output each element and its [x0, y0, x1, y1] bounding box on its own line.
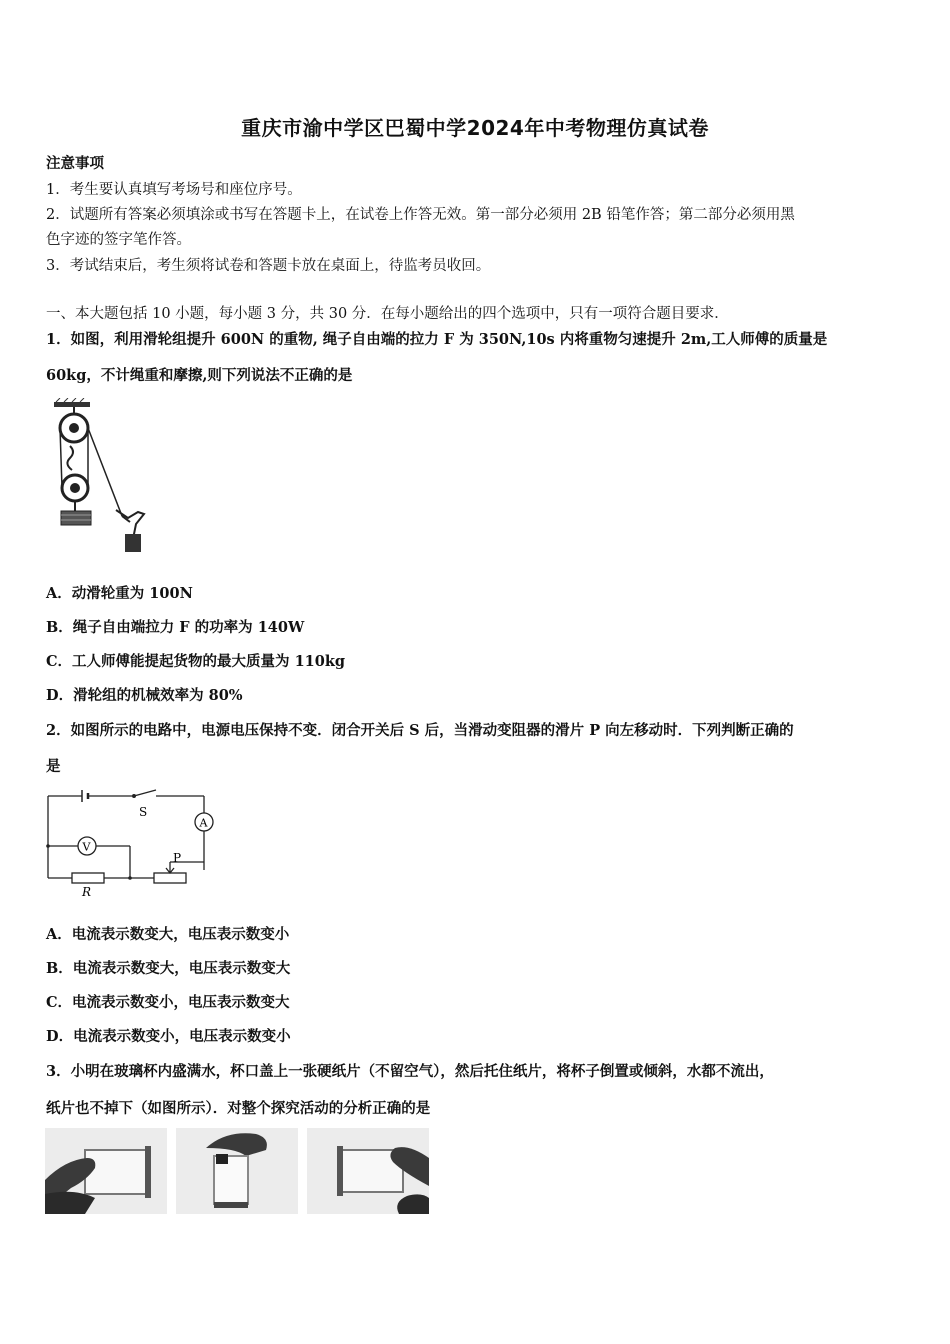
page-title: 重庆市渝中学区巴蜀中学2024年中考物理仿真试卷 [241, 116, 709, 140]
q1-option-c[interactable]: C．工人师傅能提起货物的最大质量为 110kg [46, 653, 346, 670]
q2-option-b[interactable]: B．电流表示数变大，电压表示数变大 [46, 960, 291, 977]
glass-photo-2 [176, 1128, 298, 1214]
q1-stem-line1: 1．如图，利用滑轮组提升 600N 的重物, 绳子自由端的拉力 F 为 350N,10s 内将重物匀速提升 2m,工人师傅的质量是 [46, 331, 828, 348]
q2-option-c[interactable]: C．电流表示数变小，电压表示数变大 [46, 994, 290, 1011]
section-heading: 一、本大题包括 10 小题，每小题 3 分，共 30 分．在每小题给出的四个选项中，只有一项符合题目要求． [46, 306, 729, 322]
q2-option-a[interactable]: A．电流表示数变大，电压表示数变小 [46, 926, 290, 943]
switch-label: S [139, 805, 148, 819]
notice-item-2: 2．试题所有答案必须填涂或书写在答题卡上，在试卷上作答无效。第一部分必须用 2B 铅笔作答；第二部分必须用黑 [46, 207, 795, 223]
voltmeter-label: V [82, 840, 91, 854]
slider-label: P [173, 851, 182, 865]
notice-item-3: 3．考试结束后，考生须将试卷和答题卡放在桌面上，待监考员收回。 [46, 258, 491, 274]
q2-stem-line2: 是 [46, 758, 61, 775]
circuit-diagram-figure [44, 786, 220, 898]
q3-stem-line1: 3．小明在玻璃杯内盛满水，杯口盖上一张硬纸片（不留空气），然后托住纸片，将杯子倒置或倾斜，水都不流出， [46, 1063, 774, 1080]
glass-photo-1 [45, 1128, 167, 1214]
q1-stem-line2: 60kg，不计绳重和摩擦,则下列说法不正确的是 [46, 367, 353, 384]
q1-option-d[interactable]: D．滑轮组的机械效率为 80% [46, 687, 243, 704]
q1-option-a[interactable]: A．动滑轮重为 100N [46, 585, 193, 602]
q2-option-d[interactable]: D．电流表示数变小，电压表示数变小 [46, 1028, 291, 1045]
notice-item-2-cont: 色字迹的签字笔作答。 [46, 232, 191, 248]
q3-stem-line2: 纸片也不掉下（如图所示）．对整个探究活动的分析正确的是 [46, 1100, 431, 1117]
q2-stem-line1: 2．如图所示的电路中，电源电压保持不变．闭合开关后 S 后，当滑动变阻器的滑片 P 向左移动时．下列判断正确的 [46, 722, 794, 739]
resistor-label: R [82, 885, 92, 898]
glass-photo-3 [307, 1128, 429, 1214]
notice-heading: 注意事项 [46, 155, 104, 172]
ammeter-label: A [199, 816, 208, 830]
pulley-system-figure [46, 398, 158, 558]
notice-item-1: 1．考生要认真填写考场号和座位序号。 [46, 182, 302, 198]
q1-option-b[interactable]: B．绳子自由端拉力 F 的功率为 140W [46, 619, 305, 636]
